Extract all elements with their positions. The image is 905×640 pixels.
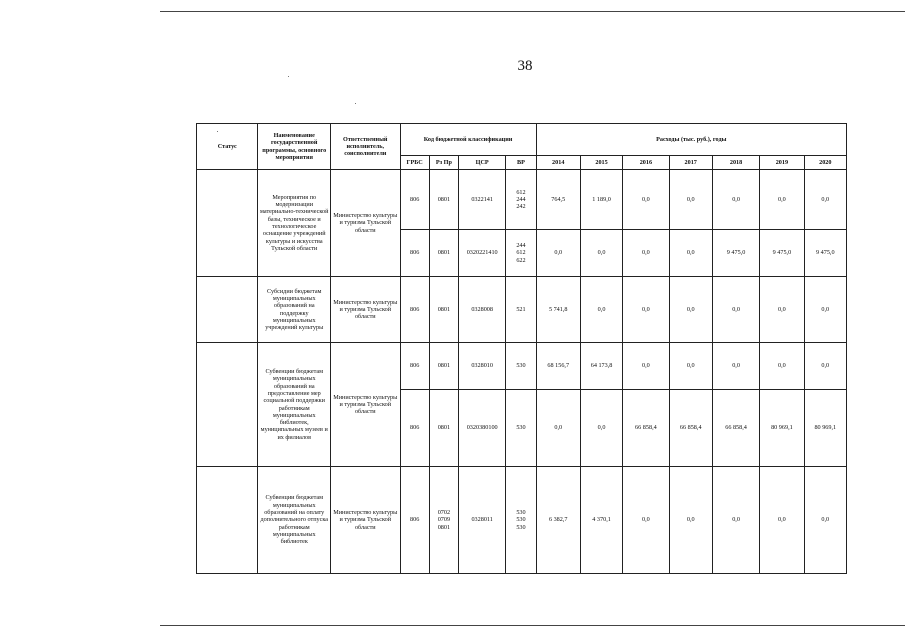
header-year: 2018 xyxy=(712,156,759,170)
vr-cell: 521 xyxy=(506,277,536,343)
executor-cell: Министерство культуры и туризма Тульской области xyxy=(331,170,401,277)
header-year: 2015 xyxy=(580,156,622,170)
value-cell: 0,0 xyxy=(580,230,622,277)
csr-cell: 0328011 xyxy=(458,467,505,574)
scan-speck xyxy=(355,103,356,104)
value-cell: 0,0 xyxy=(804,170,846,230)
value-cell: 0,0 xyxy=(623,277,669,343)
value-cell: 4 370,1 xyxy=(580,467,622,574)
value-cell: 0,0 xyxy=(760,343,804,390)
value-cell: 0,0 xyxy=(712,467,759,574)
csr-cell: 0328010 xyxy=(458,343,505,390)
header-grbs: ГРБС xyxy=(400,156,429,170)
header-executor: Ответственный исполнитель, соисполнители xyxy=(331,124,401,170)
value-cell: 9 475,0 xyxy=(712,230,759,277)
value-cell: 0,0 xyxy=(669,277,712,343)
grbs-cell: 806 xyxy=(400,343,429,390)
grbs-cell: 806 xyxy=(400,277,429,343)
value-cell: 0,0 xyxy=(760,277,804,343)
header-year: 2019 xyxy=(760,156,804,170)
csr-cell: 0320380100 xyxy=(458,390,505,467)
grbs-cell: 806 xyxy=(400,230,429,277)
value-cell: 0,0 xyxy=(536,230,580,277)
measure-name: Субсидии бюджетам муниципальных образований на поддержку муниципальных учреждений культуры xyxy=(258,277,331,343)
value-cell: 80 969,1 xyxy=(804,390,846,467)
executor-cell: Министерство культуры и туризма Тульской области xyxy=(331,277,401,343)
value-cell: 9 475,0 xyxy=(804,230,846,277)
value-cell: 0,0 xyxy=(536,390,580,467)
value-cell: 66 858,4 xyxy=(712,390,759,467)
grbs-cell: 806 xyxy=(400,170,429,230)
value-cell: 0,0 xyxy=(623,467,669,574)
rzpr-cell: 0801 xyxy=(429,343,458,390)
header-rzpr: Рз Пр xyxy=(429,156,458,170)
status-cell xyxy=(197,277,258,343)
value-cell: 0,0 xyxy=(669,467,712,574)
measure-name: Субвенции бюджетам муниципальных образований на оплату дополнительного отпуска работникам муниципальных библиотек xyxy=(258,467,331,574)
value-cell: 0,0 xyxy=(760,467,804,574)
header-year: 2017 xyxy=(669,156,712,170)
measure-name: Субвенции бюджетам муниципальных образований на предоставление мер социальной поддержки работникам муниципальных библиотек, муниципальных музеев и их филиалов xyxy=(258,343,331,467)
value-cell: 0,0 xyxy=(669,230,712,277)
header-csr: ЦСР xyxy=(458,156,505,170)
value-cell: 6 382,7 xyxy=(536,467,580,574)
header-classification: Код бюджетной классификации xyxy=(400,124,536,156)
scan-speck xyxy=(288,76,289,77)
value-cell: 0,0 xyxy=(669,170,712,230)
header-year: 2020 xyxy=(804,156,846,170)
value-cell: 0,0 xyxy=(712,343,759,390)
status-cell xyxy=(197,343,258,467)
value-cell: 0,0 xyxy=(623,230,669,277)
csr-cell: 0328008 xyxy=(458,277,505,343)
csr-cell: 0322141 xyxy=(458,170,505,230)
measure-name: Мероприятия по модернизации материально-технической базы, техническое и технологическое оснащение учреждений культуры и искусства Тульской области xyxy=(258,170,331,277)
table-row xyxy=(197,170,847,230)
budget-table xyxy=(196,123,847,574)
value-cell: 0,0 xyxy=(669,343,712,390)
value-cell: 0,0 xyxy=(580,277,622,343)
value-cell: 0,0 xyxy=(623,170,669,230)
header-year: 2014 xyxy=(536,156,580,170)
vr-cell: 530 xyxy=(506,390,536,467)
top-rule xyxy=(160,11,905,12)
header-expenses: Расходы (тыс. руб.), годы xyxy=(536,124,846,156)
value-cell: 0,0 xyxy=(712,277,759,343)
rzpr-cell: 0801 xyxy=(429,170,458,230)
vr-cell: 244 612 622 xyxy=(506,230,536,277)
header-name: Наименование государственной программы, основного мероприятия xyxy=(258,124,331,170)
status-cell xyxy=(197,467,258,574)
status-cell xyxy=(197,170,258,277)
value-cell: 66 858,4 xyxy=(669,390,712,467)
value-cell: 68 156,7 xyxy=(536,343,580,390)
value-cell: 0,0 xyxy=(804,343,846,390)
rzpr-cell: 0801 xyxy=(429,277,458,343)
value-cell: 764,5 xyxy=(536,170,580,230)
rzpr-cell: 0702 0709 0801 xyxy=(429,467,458,574)
value-cell: 0,0 xyxy=(712,170,759,230)
vr-cell: 530 530 530 xyxy=(506,467,536,574)
value-cell: 1 189,0 xyxy=(580,170,622,230)
value-cell: 80 969,1 xyxy=(760,390,804,467)
page-number: 38 xyxy=(517,58,533,74)
value-cell: 0,0 xyxy=(623,343,669,390)
value-cell: 0,0 xyxy=(580,390,622,467)
rzpr-cell: 0801 xyxy=(429,230,458,277)
header-year: 2016 xyxy=(623,156,669,170)
executor-cell: Министерство культуры и туризма Тульской области xyxy=(331,343,401,467)
grbs-cell: 806 xyxy=(400,467,429,574)
grbs-cell: 806 xyxy=(400,390,429,467)
header-status: Статус xyxy=(197,124,258,170)
table-row xyxy=(197,343,847,390)
rzpr-cell: 0801 xyxy=(429,390,458,467)
value-cell: 64 173,8 xyxy=(580,343,622,390)
value-cell: 0,0 xyxy=(804,467,846,574)
bottom-rule xyxy=(160,625,905,626)
vr-cell: 612 244 242 xyxy=(506,170,536,230)
vr-cell: 530 xyxy=(506,343,536,390)
value-cell: 66 858,4 xyxy=(623,390,669,467)
csr-cell: 0320221410 xyxy=(458,230,505,277)
value-cell: 9 475,0 xyxy=(760,230,804,277)
value-cell: 0,0 xyxy=(760,170,804,230)
table-row xyxy=(197,467,847,574)
value-cell: 0,0 xyxy=(804,277,846,343)
executor-cell: Министерство культуры и туризма Тульской области xyxy=(331,467,401,574)
table-row xyxy=(197,277,847,343)
value-cell: 5 741,8 xyxy=(536,277,580,343)
header-vr: ВР xyxy=(506,156,536,170)
